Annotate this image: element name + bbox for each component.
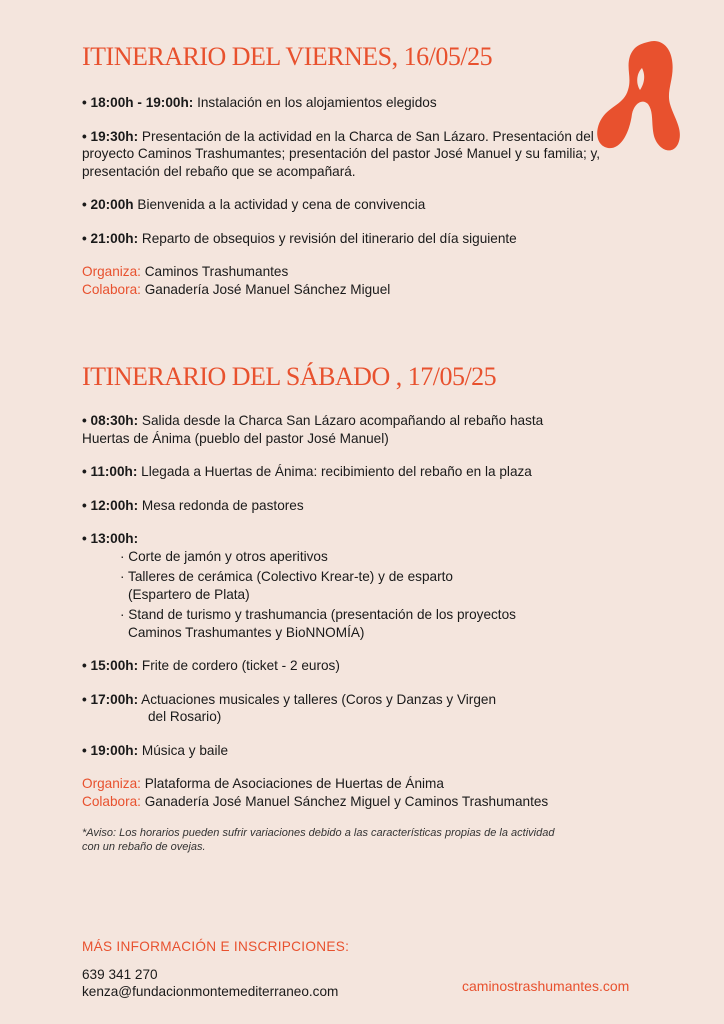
list-item: • 13:00h: [82,531,139,546]
sub-item-continued: (Espartero de Plata) [128,586,250,602]
list-item: • 18:00h - 19:00h: Instalación en los alojamientos elegidos [82,95,437,110]
contact-phone: 639 341 270 [82,966,158,982]
organizer-line: Organiza: Plataforma de Asociaciones de Huertas de Ánima [82,776,444,791]
list-item: • 08:30h: Salida desde la Charca San Lázaro acompañando al rebaño hasta Huertas de Ánima (pueblo del pastor José Manuel) [82,413,544,446]
notice-text: *Aviso: Los horarios pueden sufrir variaciones debido a las características propias de la actividad con un rebaño de ovejas. [82,827,555,853]
saturday-schedule [82,412,602,854]
friday-title: ITINERARIO DEL VIERNES, 16/05/25 [82,42,493,71]
sub-item: · Stand de turismo y trashumancia (presentación de los proyectos [120,607,516,622]
list-item: • 20:00h Bienvenida a la actividad y cena de convivencia [82,197,426,212]
contact-email[interactable]: kenza@fundacionmontemediterraneo.com [82,984,339,999]
friday-schedule [82,94,602,298]
organizer-line: Organiza: Caminos Trashumantes [82,264,289,279]
list-item: • 21:00h: Reparto de obsequios y revisión del itinerario del día siguiente [82,230,517,246]
list-item: • 11:00h: Llegada a Huertas de Ánima: recibimiento del rebaño en la plaza [82,464,532,479]
website-link[interactable]: caminostrashumantes.com [462,978,630,994]
saturday-title: ITINERARIO DEL SÁBADO , 17/05/25 [82,362,497,391]
sub-item-continued: Caminos Trashumantes y BioNNOMÍA) [128,624,365,640]
contact-heading: MÁS INFORMACIÓN E INSCRIPCIONES: [82,939,350,954]
sub-item: · Talleres de cerámica (Colectivo Krear-te) y de esparto [120,569,453,584]
collaborator-line: Colabora: Ganadería José Manuel Sánchez Miguel y Caminos Trashumantes [82,793,549,809]
list-item-continued: del Rosario) [148,709,222,724]
collaborator-line: Colabora: Ganadería José Manuel Sánchez Miguel [82,281,391,297]
list-item: • 17:00h: Actuaciones musicales y talleres (Coros y Danzas y Virgen [82,691,497,707]
sub-item: · Corte de jamón y otros aperitivos [120,548,328,564]
list-item: • 15:00h: Frite de cordero (ticket - 2 euros) [82,658,340,673]
list-item: • 19:30h: Presentación de la actividad en la Charca de San Lázaro. Presentación del proyecto Caminos Trashumantes; presentación del pastor José Manuel y su familia; y, presentación del rebaño que se acompañará. [82,128,601,179]
list-item: • 12:00h: Mesa redonda de pastores [82,497,304,513]
brand-logo [596,38,684,158]
list-item: • 19:00h: Música y baile [82,742,229,758]
